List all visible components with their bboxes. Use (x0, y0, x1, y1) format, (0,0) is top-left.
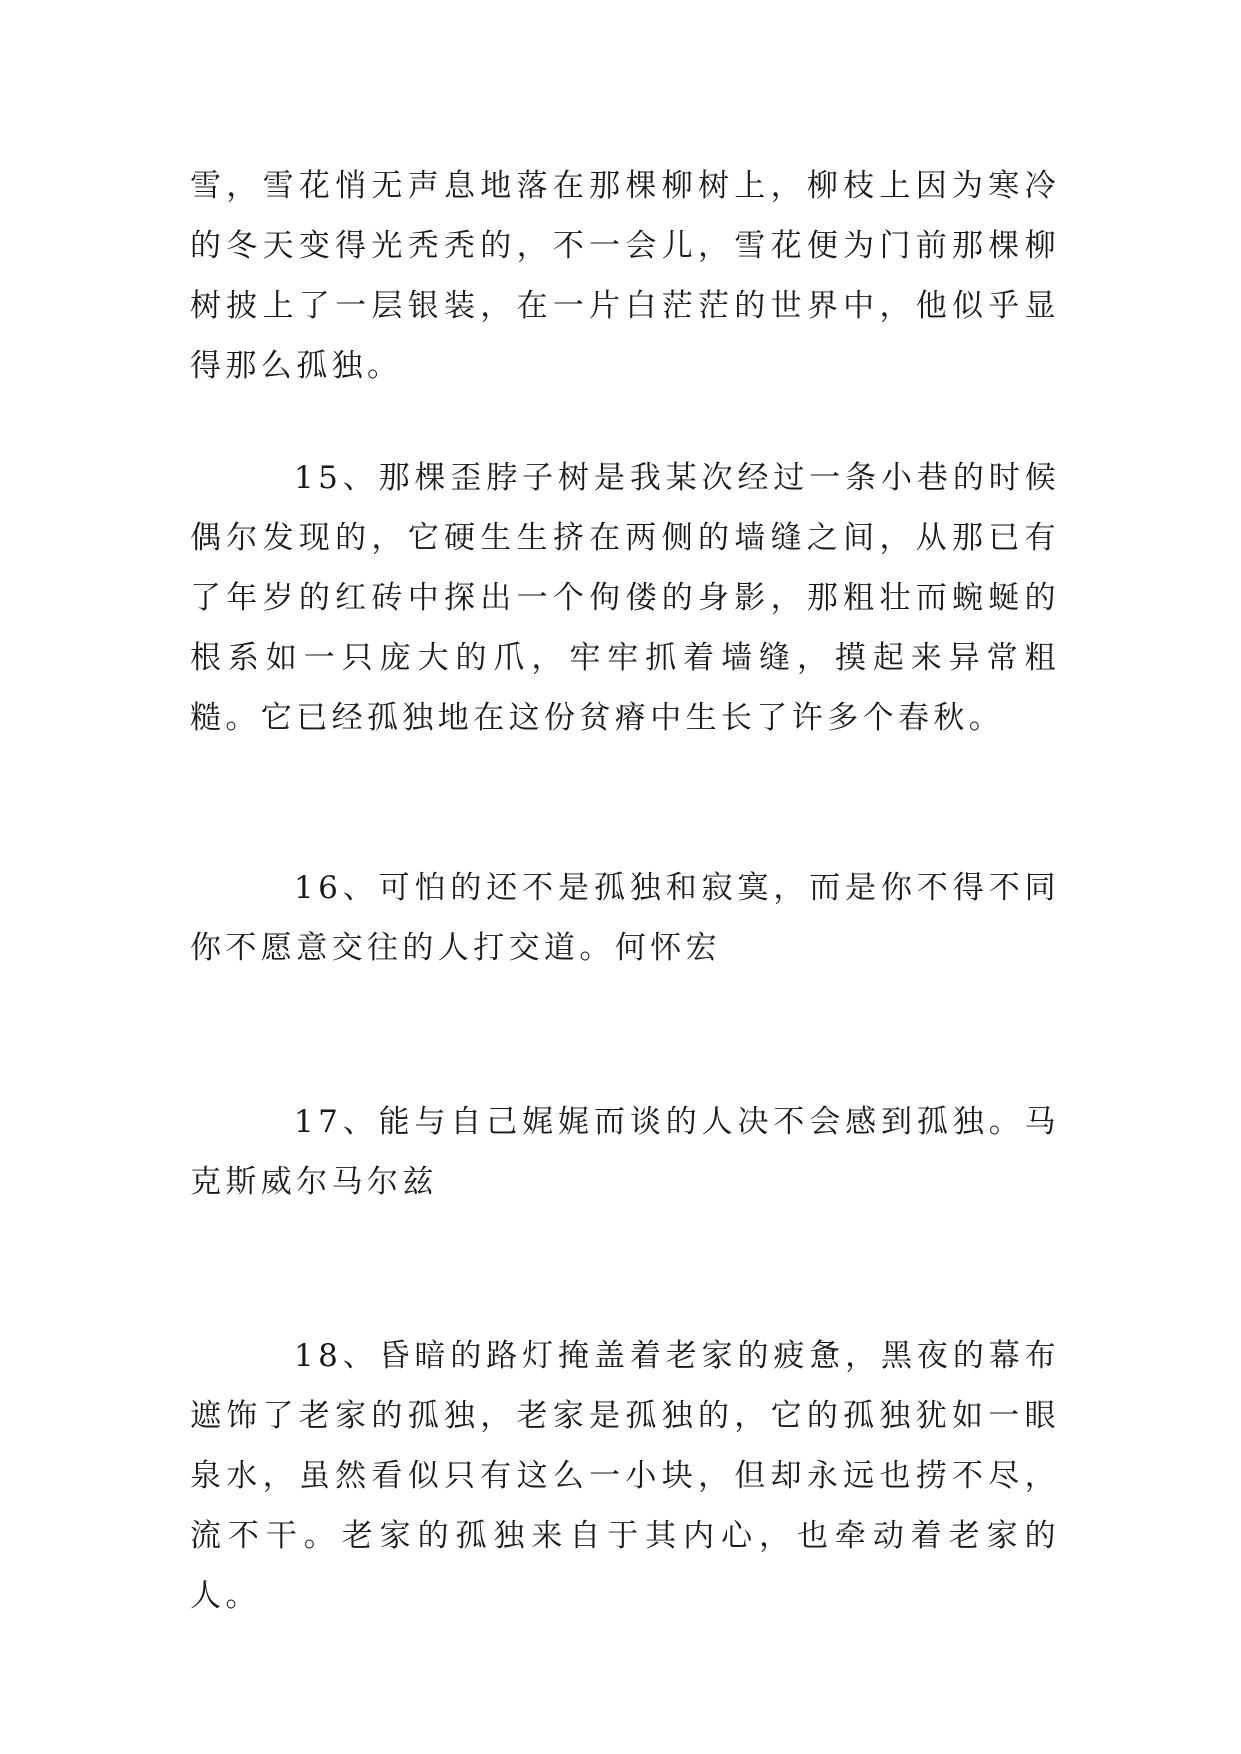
paragraph-16: 16、可怕的还不是孤独和寂寞，而是你不得不同你不愿意交往的人打交道。何怀宏 (190, 870, 1060, 966)
paragraph-continued: 雪，雪花悄无声息地落在那棵柳树上，柳枝上因为寒冷的冬天变得光秃秃的，不一会儿，雪花便为门前那棵柳树披上了一层银装，在一片白茫茫的世界中，他似乎显得那么孤独。 (190, 168, 1060, 384)
paragraph-17: 17、能与自己娓娓而谈的人决不会感到孤独。马克斯威尔马尔兹 (190, 1104, 1060, 1200)
paragraph-15: 15、那棵歪脖子树是我某次经过一条小巷的时候偶尔发现的，它硬生生挤在两侧的墙缝之间，从那已有了年岁的红砖中探出一个佝偻的身影，那粗壮而蜿蜒的根系如一只庞大的爪，牢牢抓着墙缝，摸起来异常粗糙。它已经孤独地在这份贫瘠中生长了许多个春秋。 (190, 460, 1060, 736)
paragraph-18: 18、昏暗的路灯掩盖着老家的疲惫，黑夜的幕布遮饰了老家的孤独，老家是孤独的，它的孤独犹如一眼泉水，虽然看似只有这么一小块，但却永远也捞不尽，流不干。老家的孤独来自于其内心，也牵动着老家的人。 (190, 1338, 1060, 1614)
